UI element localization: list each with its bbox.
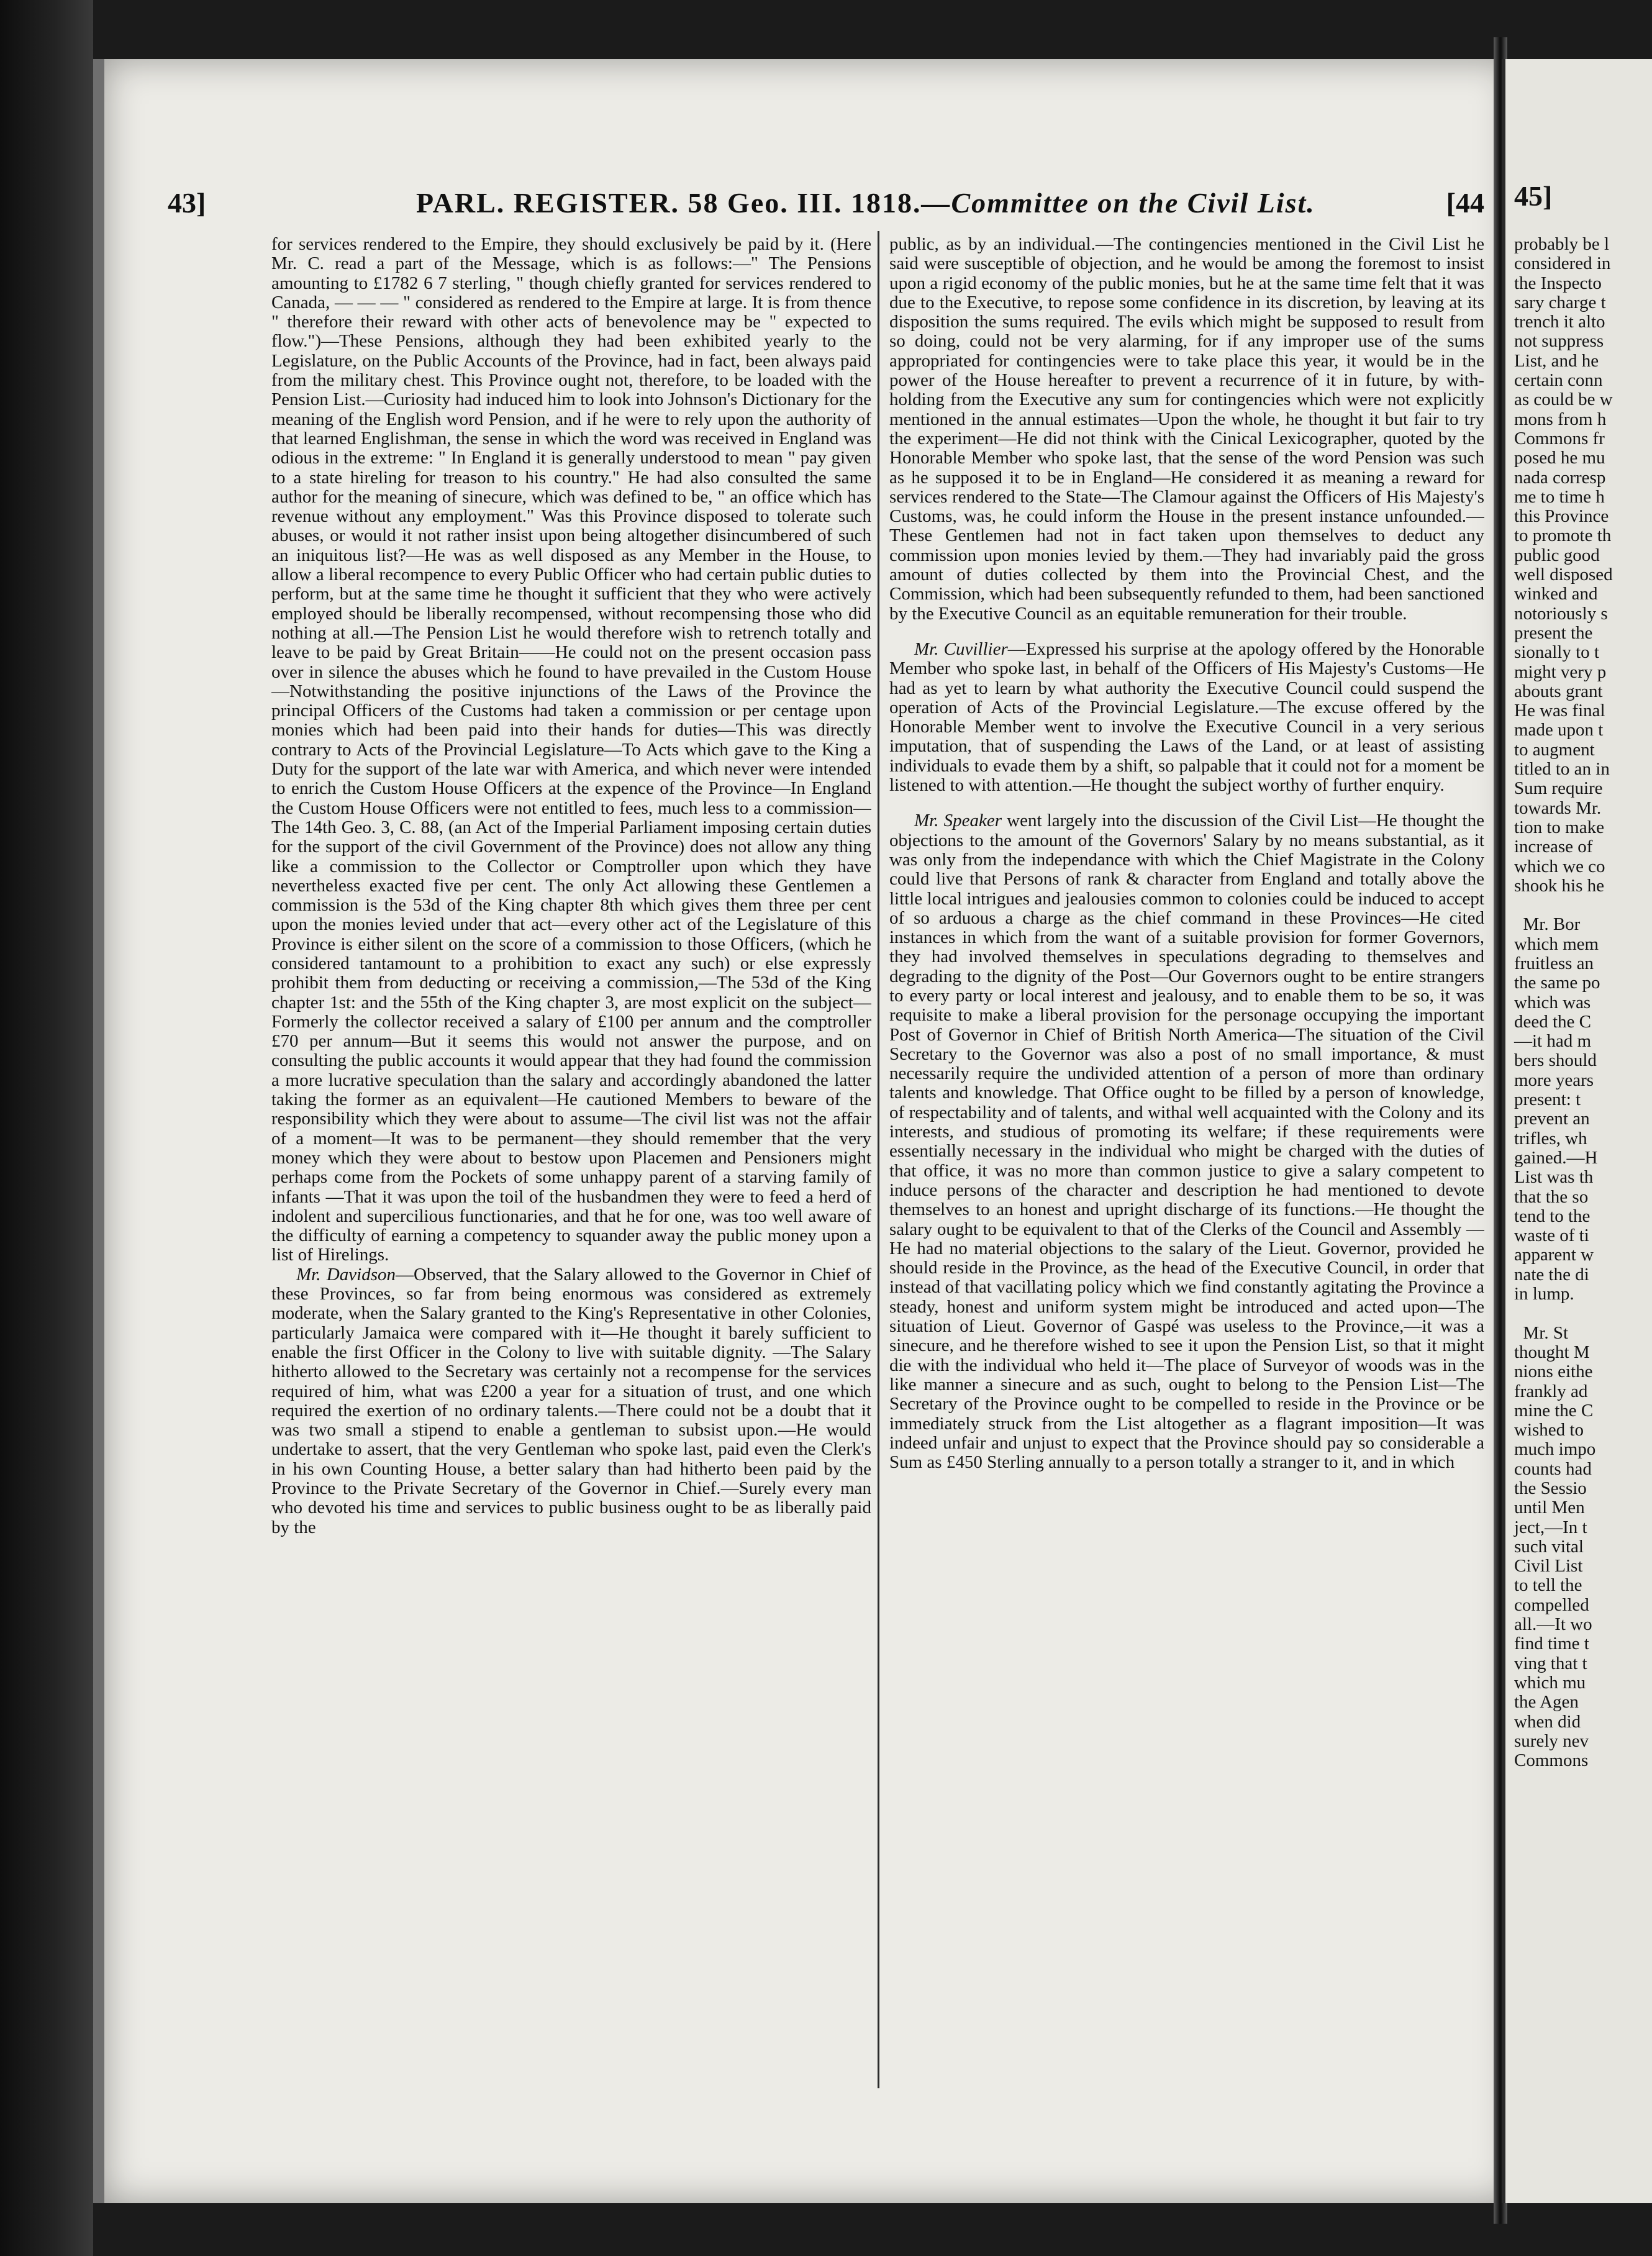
page-number-right: [44	[1446, 187, 1484, 219]
paragraph-text: went largely into the discussion of the Civil List—He thought the objections to the amount of the Governors' Salary by no means substantial, as it was only from the independance with which the Chief Magistrate in the Colony could live that Persons of rank & character from England and totally above the little local intrigues and jealousies common to colonies could be induced to accept of so arduous a charge as the chief command in these Provinces—He cited instances in which from the want of a suitable provision for former Governors, they had involved themselves in speculations degrading to themselves and degrading to the dignity of the Post—Our Governors ought to be entire strangers to every party or local interest and jealousy, and to enable them to be so, it was requisite to make a liberal provision for the personage occupying the important Post of Governor in Chief of British North America—The situation of the Civil Secretary to the Governor was also a post of no small importance, & must necessarily require the undivided attention of a person of more than ordinary talents and knowledge. That Office ought to be filled by a person of knowledge, of respectability and of talents, and withal well acquainted with the Colony and its interests, and studious of promoting its welfare; if these requirements were essentially necessary in the individual who might be charged with the duties of that office, it was no more than common justice to give a salary competent to induce persons of the character and description he had mentioned to devote themselves to an honest and upright discharge of its functions.—He thought the salary ought to be equivalent to that of the Clerks of the Council and Assembly —He had no material objections to the salary of the Lieut. Governor, provided he should reside in the Province, as the head of the Executive Council, in order that instead of that vacillating policy which we find constantly agitating the Province a steady, honest and uniform system might be introduced and acted upon—The situation of Lieut. Governor of Gaspé was useless to the Province,—it was a sinecure, and he therefore wished to see it upon the Pension List, so that it might die with the individual who held it—The place of Surveyor of woods was in the like manner a sinecure and as such, ought to belong to the Pension List—The Secretary of the Province ought to be compelled to reside in the Province or be immediately struck from the List altogether as a flagrant imposition—It was indeed unfair and unjust to expect that the Province should pay so considerable a Sum as £450 Sterling annually to a person totally a stranger to it, and in which	[889, 811, 1484, 1473]
paragraph-text: —Expressed his surprise at the apology offered by the Honorable Member who spoke last, in behalf of the Officers of His Majesty's Customs—He had as yet to learn by what authority the Executive Council could suspend the operation of Acts of the Provincial Legislature.—The excuse offered by the Honorable Member went to involve the Executive Council in a very serious imputation, that of suspending the Laws of the Land, or at least of assisting individuals to evade them by a shift, so palpable that it could not for a moment be listened to with attention.—He thought the subject worthy of further enquiry.	[889, 639, 1484, 796]
facing-page-lines: probably be l considered in the Inspecto sary charge t trench it alto not suppress List, and he certain conn as could be w mons from h Commons fr posed he mu nada corresp me to time h this Province to promote th public good well disposed winked and notoriously s present the sionally to t might very p abouts grant He was final made upon t to augment titled to an in Sum require towards Mr. tion to make increase of which we co shook his he Mr. Bor which mem fruitless an the same po which was deed the C —it had m bers should more years present: t prevent an trifles, wh gained.—H List was th that the so tend to the waste of ti apparent w nate the di in lump. Mr. St thought M nions eithe frankly ad mine the C wished to much impo counts had the Sessio until Men ject,—In t such vital Civil List to tell the compelled all.—It wo find time t ving that t which mu the Agen when did surely nev Commons	[1514, 234, 1613, 1771]
left-column	[271, 235, 871, 2086]
speaker-name: Mr. Davidson	[296, 1264, 396, 1285]
scan-edge	[0, 0, 93, 2256]
running-title	[416, 186, 1315, 219]
speaker-name: Mr. Speaker	[914, 811, 1002, 831]
speaker-name: Mr. Cuvillier	[914, 639, 1008, 659]
running-title-subject: —Committee on the Civil List.	[921, 187, 1315, 219]
column-rule	[878, 231, 879, 2088]
paragraph: for services rendered to the Empire, they should exclusively be paid by it. (Here Mr. C. read a part of the Message, which is as follows:—" The Pensions amounting to £1782 6 7 sterling, " though chiefly granted for services rendered to Canada, — — — " considered as rendered to the Empire at large. It is from thence " therefore their reward with other acts of benevolence may be " expected to flow.")—These Pensions, although they had been exhibited yearly to the Legislature, on the Public Accounts of the Province, had in fact, been always paid from the military chest. This Province ought not, therefore, to be loaded with the Pension List.—Curiosity had induced him to look into Johnson's Dictionary for the meaning of the English word Pension, and if he were to rely upon the authority of that learned Englishman, the sense in which the word was received in England was odious in the extreme: " In England it is generally understood to mean " pay given to a state hireling for treason to his country." He had also consulted the same author for the meaning of sinecure, which was defined to be, " an office which has revenue without any employment." Was this Province disposed to tolerate such abuses, or would it not rather insist upon being altogether disincumbered of such an iniquitous list?—He was as well disposed as any Member in the House, to allow a liberal recompence to every Public Officer who had certain public duties to perform, but at the same time he thought it sufficient that they who were actively employed should be liberally recompensed, without recompensing those who did nothing at all.—The Pension List he would therefore wish to retrench totally and leave to be paid by Great Britain——He could not on the present occasion pass over in silence the abuses which he found to have prevailed in the Custom House—Notwithstanding the positive injunctions of the Laws of the Province the principal Officers of the Customs had taken a commission or per centage upon monies which had been paid into their hands for duties—This was directly contrary to Acts of the Provincial Legislature—To Acts which gave to the King a Duty for the support of the late war with America, and which never were intended to enrich the Custom House Officers at the expence of the Province—In England the Custom House Officers were not entitled to fees, much less to a commission—The 14th Geo. 3, C. 88, (an Act of the Imperial Parliament imposing certain duties for the support of the civil Government of the Province) does not allow any thing like a commission to the Collector or Comptroller upon which they have nevertheless exacted five per cent. The only Act allowing these Gentlemen a commission is the 53d of the King chapter 8th which gives them three per cent upon the monies levied under that act—every other act of the Legislature of this Province is either silent on the score of a commission to those Officers, (which he considered tantamount to a prohibition to exact any such) or else expressly prohibit them from deducting or receiving a commission,—The 53d of the King chapter 1st: and the 55th of the King chapter 3, are most explicit on the subject—Formerly the collector received a salary of £100 per annum and the comptroller £70 per annum—But it seems this would not answer the purpose, and on consulting the public accounts it would appear that they had found the commission a more lucrative speculation than the salary and accordingly abandoned the latter taking the former as an equivalent—He cautioned Members to beware of the responsibility which they were about to assume—The civil list was not the affair of a moment—It was to be permanent—they should remember that the very money which they were about to bestow upon Placemen and Pensioners might perhaps come from the Pockets of some unhappy parent of a starving family of infants —That it was upon the toil of the husbandmen they were to feed a herd of indolent and supercilious functionaries, and that he for one, was too well aware of the difficulty of earning a competency to squander away the public money upon a list of Hirelings.	[271, 235, 871, 1265]
facing-page-number: 45]	[1514, 180, 1553, 212]
running-title-main: PARL. REGISTER. 58 Geo. III. 1818.	[416, 187, 922, 219]
paragraph	[271, 1265, 871, 1537]
page-number-left: 43]	[168, 187, 206, 219]
paragraph	[889, 811, 1484, 1472]
paragraph	[889, 640, 1484, 795]
paragraph: public, as by an individual.—The contingencies mentioned in the Civil List he said were susceptible of objection, and he would be among the foremost to insist upon a rigid economy of the public monies, but he at the same time felt that it was due to the Executive, to repose some confidence in its discretion, by leaving at its disposition the sums required. The evils which might be supposed to result from so doing, could not be very alarming, for if any improper use of the sums appropriated for contingencies were to take place this year, it would be in the power of the House hereafter to prevent a recurrence of it in future, by with-holding from the Executive any sum for contingencies which were not explicitly mentioned in the annual estimates—Upon the whole, he thought it but fair to try the experiment—He did not think with the Cinical Lexicographer, quoted by the Honorable Member who spoke last, that the sense of the word Pension was such as he supposed it to be in England—He considered it as meaning a reward for services rendered to the State—The Clamour against the Officers of His Majesty's Customs, was, he could inform the House in the present instance unfounded.—These Gentlemen had not in fact taken upon themselves to deduct any commission upon monies levied by them.—They had invariably paid the gross amount of duties collected by them into the Provincial Chest, and the Commission, which had been subsequently refunded to them, had been sanctioned by the Executive Council as an equitable remuneration for their trouble.	[889, 235, 1484, 624]
middle-column	[889, 235, 1484, 2086]
running-header	[168, 186, 1484, 224]
facing-page	[1502, 59, 1652, 2203]
facing-page-text	[1514, 59, 1652, 2171]
paragraph-text: —Observed, that the Salary allowed to the Governor in Chief of these Provinces, so far from being enormous was considered as extremely moderate, when the Salary granted to the King's Representative in other Colonies, particularly Jamaica were compared with it—He thought it barely sufficient to enable the first Officer in the Colony to live with suitable dignity. —The Salary hitherto allowed to the Secretary was certainly not a recompense for the services required of him, what was £200 a year for a situation of trust, and one which required the exertion of no ordinary talents.—There could not be a doubt that it was two small a stipend to enable a gentleman to subsist upon.—He would undertake to assert, that the very Gentleman who spoke last, paid even the Clerk's in his own Counting House, a better salary than had hitherto been paid by the Province to the Private Secretary of the Governor in Chief.—Surely every man who devoted his time and services to public business ought to be as liberally paid by the	[271, 1264, 871, 1537]
